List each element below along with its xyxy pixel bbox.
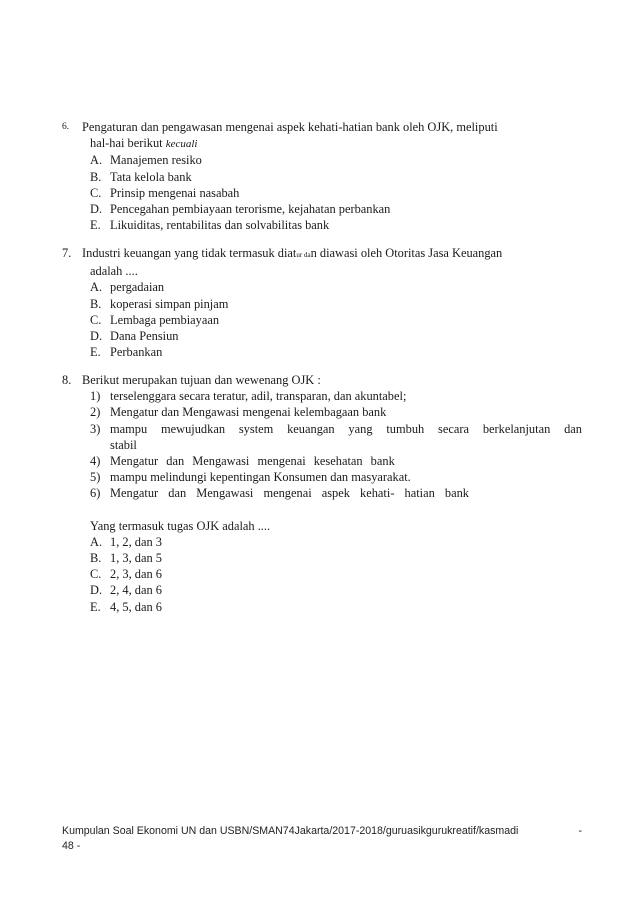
statement-5: 5) mampu melindungi kepentingan Konsumen dan masyarakat. — [90, 470, 411, 485]
question-number: 6. — [62, 122, 70, 132]
question-prompt: Yang termasuk tugas OJK adalah .... — [90, 518, 271, 533]
option-b: B. koperasi simpan pinjam — [90, 296, 229, 311]
option-b: B. Tata kelola bank — [90, 169, 192, 184]
question-6 — [62, 119, 582, 233]
option-c: C. 2, 3, dan 6 — [90, 567, 162, 582]
option-a: A. pergadaian — [90, 280, 165, 295]
question-text-continued: hal-hai berikut kecuali — [90, 136, 198, 151]
statement-1: 1) terselenggara secara teratur, adil, transparan, dan akuntabel; — [90, 389, 407, 404]
option-d: D. Pencegahan pembiayaan terorisme, kejahatan perbankan — [90, 202, 391, 217]
statement-4: 4) Mengatur dan Mengawasi mengenai kesehatan bank — [90, 454, 395, 469]
option-b: B. 1, 3, dan 5 — [90, 551, 162, 566]
question-text: Berikut merupakan tujuan dan wewenang OJK : — [82, 373, 321, 387]
option-e: E. Perbankan — [90, 345, 163, 360]
footer-text: Kumpulan Soal Ekonomi UN dan USBN/SMAN74Jakarta/2017-2018/guruasikgurukreatif/kasmadi — [62, 825, 519, 837]
option-a: A. Manajemen resiko — [90, 153, 202, 168]
footer-dash: - — [578, 825, 582, 837]
spacer — [62, 502, 582, 518]
page-number: 48 - — [62, 840, 81, 852]
statement-2: 2) Mengatur dan Mengawasi mengenai kelembagaan bank — [90, 405, 387, 420]
option-e: E. Likuiditas, rentabilitas dan solvabilitas bank — [90, 218, 330, 233]
question-8 — [62, 372, 582, 615]
statement-6: 6) Mengatur dan Mengawasi mengenai aspek kehati- hatian bank — [90, 486, 470, 501]
option-a: A. 1, 2, dan 3 — [90, 534, 162, 549]
emphasis-text: kecuali — [165, 138, 198, 151]
option-d: D. 2, 4, dan 6 — [90, 583, 162, 598]
option-d: D. Dana Pensiun — [90, 329, 179, 344]
option-c: C. Prinsip mengenai nasabah — [90, 185, 240, 200]
page-footer — [62, 824, 582, 854]
statement-3: 3) mampu mewujudkan system keuangan yang tumbuh secara berkelanjutan dan — [90, 421, 582, 436]
question-text: Industri keuangan yang tidak termasuk diatur dan diawasi oleh Otoritas Jasa Keuangan — [82, 246, 503, 260]
option-e: E. 4, 5, dan 6 — [90, 599, 162, 614]
question-7 — [62, 245, 582, 360]
question-text-continued: adalah .... — [90, 264, 138, 279]
question-number: 7. — [62, 246, 72, 260]
question-number: 8. — [62, 373, 72, 387]
option-c: C. Lembaga pembiayaan — [90, 312, 220, 327]
question-text: Pengaturan dan pengawasan mengenai aspek kehati-hatian bank oleh OJK, meliputi — [82, 120, 498, 134]
statement-3-continued: stabil — [110, 437, 137, 452]
